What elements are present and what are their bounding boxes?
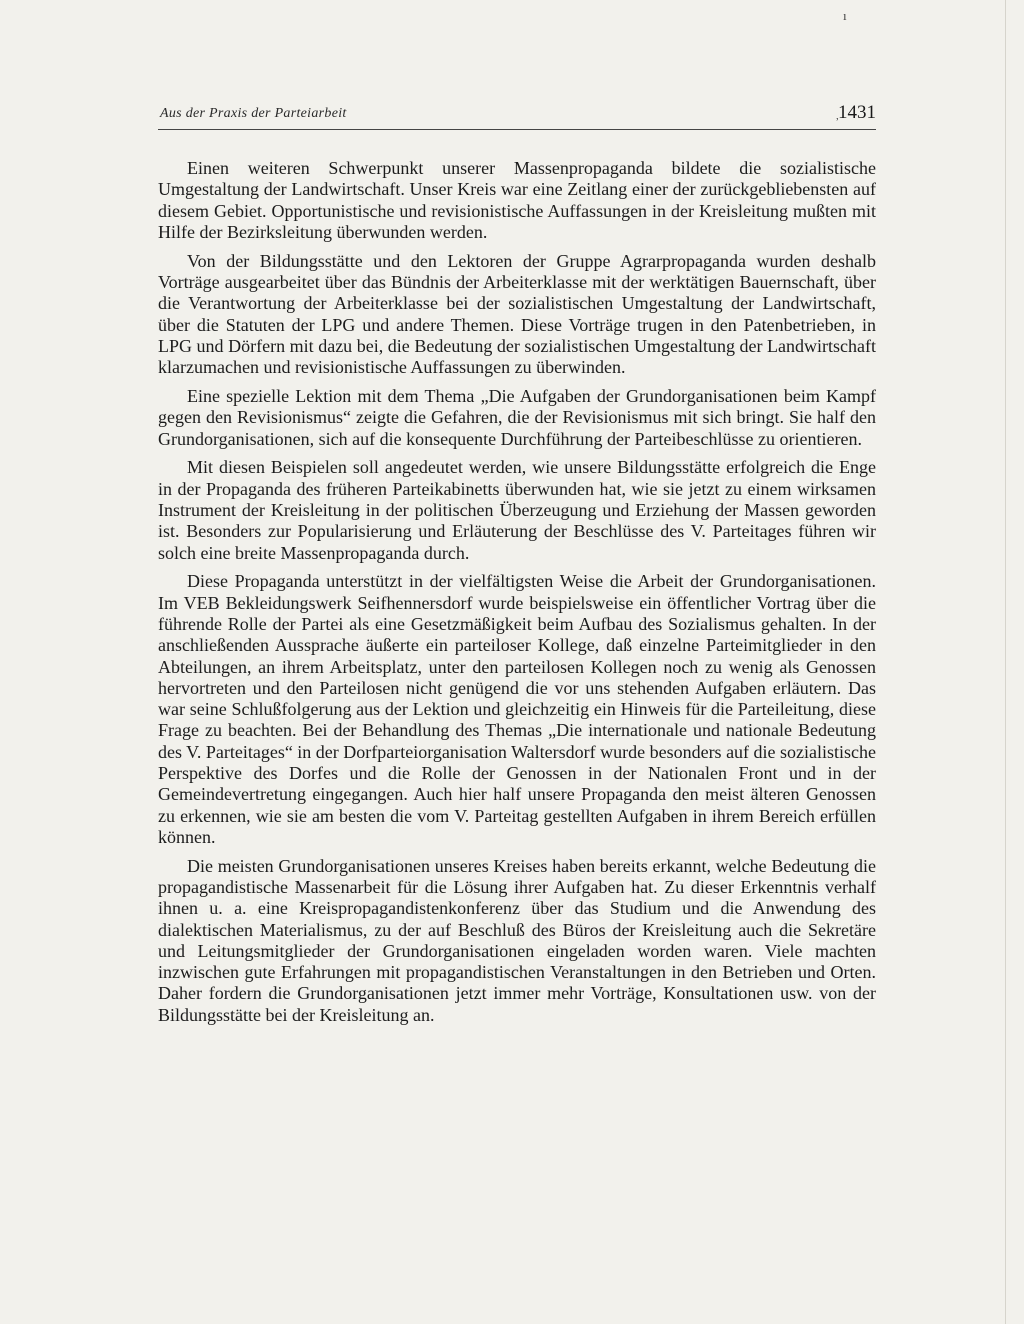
- paragraph: Diese Propaganda unterstützt in der vielfältigsten Weise die Arbeit der Grundorganisationen. Im VEB Bekleidungswerk Seifhennersdorf wurde beispielsweise ein öffentlicher Vortrag über die führende Rolle der Partei als eine Gesetzmäßigkeit beim Aufbau des Sozialismus gehalten. In der anschließenden Aussprache äußerte ein parteiloser Kollege, daß einzelne Parteimitglieder in den Abteilungen, an ihrem Arbeitsplatz, unter den parteilosen Kollegen noch zu wenig als Genossen hervortreten und den Parteilosen nicht genügend die vor uns stehenden Aufgaben erläutern. Das war seine Schlußfolgerung aus der Lektion und gleichzeitig ein Hinweis für die Parteileitung, diese Frage zu beachten. Bei der Behandlung des Themas „Die internationale und nationale Bedeutung des V. Parteitages“ in der Dorfparteiorganisation Waltersdorf wurde besonders auf die sozialistische Perspektive des Dorfes und die Rolle der Genossen in der Nationalen Front und in der Gemeindevertretung eingegangen. Auch hier half unsere Propaganda den meist älteren Genossen zu erkennen, wie sie am besten die vom V. Parteitag gestellten Aufgaben in ihrem Bereich erfüllen können.: [158, 571, 877, 847]
- paragraph: Die meisten Grundorganisationen unseres Kreises haben bereits erkannt, welche Bedeutung die propagandistische Massenarbeit für die Lösung ihrer Aufgaben hat. Zu dieser Erkenntnis verhalf ihnen u. a. eine Kreispropagandistenkonferenz über das Studium und die Anwendung des dialektischen Materialismus, zu der auf Beschluß des Büros der Kreisleitung auch die Sekretäre und Leitungsmitglieder der Grundorganisationen eingeladen worden waren. Viele machten inzwischen gute Erfahrungen mit propagandistischen Veranstaltungen in den Betrieben und Orten. Daher fordern die Grundorganisationen jetzt immer mehr Vorträge, Konsultationen usw. von der Bildungsstätte bei der Kreisleitung an.: [158, 855, 876, 1025]
- paragraph: Von der Bildungsstätte und den Lektoren der Gruppe Agrarpropaganda wurden deshalb Vorträge ausgearbeitet über das Bündnis der Arbeiterklasse mit der werktätigen Bauernschaft, über die Verantwortung der Arbeiterklasse bei der sozialistischen Umgestaltung der Landwirtschaft, über die Statuten der LPG und andere Themen. Diese Vorträge trugen in den Patenbetrieben, in LPG und Dörfern mit dazu bei, die Bedeutung der sozialistischen Umgestaltung der Landwirtschaft klarzumachen und revisionistische Auffassungen zu überwinden.: [158, 250, 876, 378]
- running-head: [158, 104, 876, 130]
- paragraph: Eine spezielle Lektion mit dem Thema „Die Aufgaben der Grundorganisationen beim Kampf gegen den Revisionismus“ zeigte die Gefahren, die der Revisionismus mit sich bringt. Sie half den Grundorganisationen, sich auf die konsequente Durchführung der Parteibeschlüsse zu orientieren.: [158, 385, 876, 449]
- scan-edge: [1005, 0, 1006, 1324]
- body-text: [158, 158, 876, 1034]
- page-number: 1431: [838, 102, 876, 123]
- paragraph: Einen weiteren Schwerpunkt unserer Massenpropaganda bildete die sozialistische Umgestaltung der Landwirtschaft. Unser Kreis war eine Zeitlang einer der zurückgebliebensten auf diesem Gebiet. Opportunistische und revisionistische Auffassungen in der Kreisleitung mußten mit Hilfe der Bezirksleitung überwunden werden.: [158, 158, 876, 242]
- scan-speck: ,: [836, 110, 839, 122]
- running-title: Aus der Praxis der Parteiarbeit: [160, 106, 347, 121]
- scan-speck: ı: [843, 8, 847, 23]
- header-rule: [158, 129, 876, 130]
- paragraph: Mit diesen Beispielen soll angedeutet werden, wie unsere Bildungsstätte erfolgreich die Enge in der Propaganda des früheren Parteikabinetts überwunden hat, wie sie jetzt zu einem wirksamen Instrument der Kreisleitung in der politischen Überzeugung und Erziehung der Massen geworden ist. Besonders zur Popularisierung und Erläuterung der Beschlüsse des V. Parteitages führen wir solch eine breite Massenpropaganda durch.: [158, 457, 876, 563]
